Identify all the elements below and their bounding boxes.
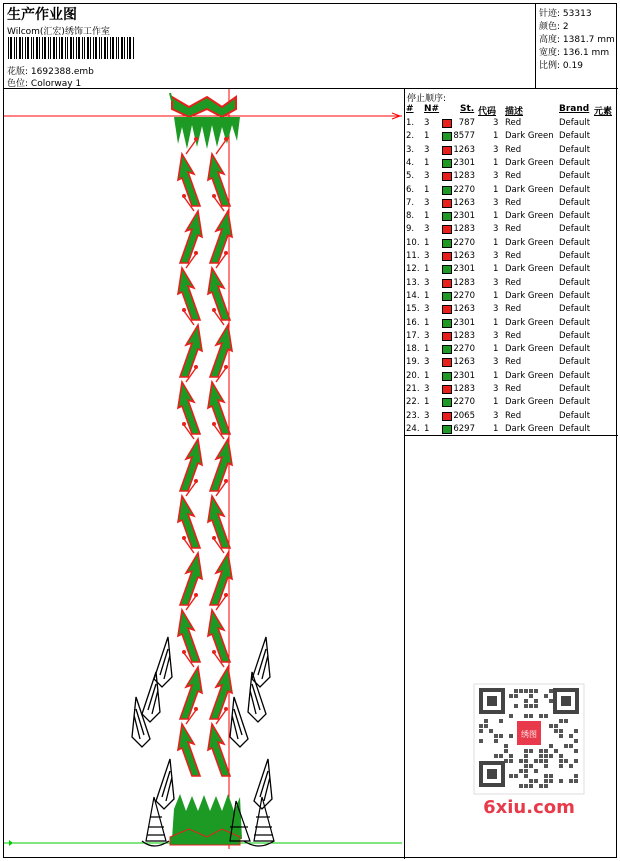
row-index: 8. <box>406 211 415 222</box>
row-description: Dark Green <box>505 211 554 222</box>
thread-color-swatch <box>442 398 452 407</box>
row-code: 3 <box>493 118 499 128</box>
row-code: 1 <box>493 157 499 168</box>
row-description: Red <box>505 224 522 235</box>
stat-scale <box>539 58 583 71</box>
bottom-guide-marker <box>9 840 13 846</box>
row-stitches: 1263 <box>453 197 475 208</box>
row-needle: 1 <box>424 184 430 195</box>
row-stitches: 6297 <box>453 423 475 434</box>
row-stitches: 2065 <box>453 410 475 421</box>
row-index: 18. <box>406 344 420 355</box>
row-brand: Default <box>559 237 591 248</box>
row-needle: 1 <box>424 157 430 168</box>
stat-value: 0.19 <box>562 61 583 71</box>
row-brand: Default <box>559 171 591 182</box>
colorway-label: 色位: <box>7 79 29 89</box>
row-code: 3 <box>493 144 499 155</box>
row-description: Red <box>505 410 522 421</box>
thread-color-swatch <box>442 372 452 381</box>
thread-color-swatch <box>442 159 452 168</box>
row-stitches: 2270 <box>453 184 475 195</box>
thread-color-swatch <box>442 239 452 248</box>
production-sheet <box>3 3 617 858</box>
thread-color-swatch <box>442 212 452 221</box>
col-header-brand: Brand <box>559 104 590 114</box>
row-index: 21. <box>406 384 420 394</box>
row-brand: Default <box>559 397 591 408</box>
thread-color-swatch <box>442 252 452 261</box>
table-row <box>405 291 618 304</box>
thread-color-swatch <box>442 412 452 421</box>
stat-value: 1381.7 mm <box>562 35 615 45</box>
barcode <box>8 37 136 59</box>
row-index: 5. <box>406 171 415 182</box>
row-index: 16. <box>406 317 420 328</box>
side-spike-motifs <box>132 637 272 809</box>
row-description: Red <box>505 197 522 208</box>
row-needle: 3 <box>424 410 430 421</box>
table-row <box>405 145 618 158</box>
row-brand: Default <box>559 264 591 275</box>
watermark-site: 6xiu.com <box>483 797 575 818</box>
thread-color-swatch <box>442 225 452 234</box>
row-index: 23. <box>406 410 420 421</box>
row-brand: Default <box>559 370 591 381</box>
row-needle: 1 <box>424 397 430 408</box>
row-needle: 3 <box>424 330 430 341</box>
design-stats-panel <box>536 4 618 89</box>
row-needle: 3 <box>424 251 430 261</box>
row-index: 24. <box>406 423 420 434</box>
row-needle: 3 <box>424 304 430 315</box>
thread-color-swatch <box>442 265 452 274</box>
row-brand: Default <box>559 410 591 421</box>
col-header-stitches: St. <box>460 104 475 114</box>
row-index: 1. <box>406 118 415 128</box>
row-needle: 3 <box>424 118 430 128</box>
row-description: Red <box>505 384 522 394</box>
row-brand: Default <box>559 330 591 341</box>
table-row <box>405 211 618 224</box>
stat-value: 2 <box>562 22 569 32</box>
row-index: 22. <box>406 397 420 408</box>
design-filename: 1692388.emb <box>30 67 94 77</box>
row-brand: Default <box>559 357 591 368</box>
row-code: 1 <box>493 317 499 328</box>
row-index: 2. <box>406 131 415 142</box>
row-brand: Default <box>559 423 591 434</box>
row-stitches: 2301 <box>453 264 475 275</box>
stat-value: 53313 <box>562 9 592 19</box>
row-brand: Default <box>559 144 591 155</box>
row-index: 6. <box>406 184 415 195</box>
row-brand: Default <box>559 211 591 222</box>
col-header-index: # <box>406 104 414 114</box>
row-description: Red <box>505 304 522 315</box>
stat-label: 高度: <box>539 35 561 45</box>
row-stitches: 2270 <box>453 397 475 408</box>
row-needle: 3 <box>424 357 430 368</box>
row-stitches: 2270 <box>453 237 475 248</box>
row-needle: 1 <box>424 344 430 355</box>
stat-label: 颜色: <box>539 22 561 32</box>
row-description: Dark Green <box>505 237 554 248</box>
row-description: Dark Green <box>505 184 554 195</box>
row-code: 3 <box>493 304 499 315</box>
row-index: 13. <box>406 277 420 288</box>
row-needle: 3 <box>424 171 430 182</box>
row-code: 3 <box>493 277 499 288</box>
row-code: 1 <box>493 131 499 142</box>
table-row <box>405 118 618 131</box>
table-row <box>405 185 618 198</box>
row-needle: 1 <box>424 237 430 248</box>
row-stitches: 1283 <box>453 224 475 235</box>
row-description: Red <box>505 118 522 128</box>
row-stitches: 2301 <box>453 157 475 168</box>
row-code: 3 <box>493 410 499 421</box>
row-brand: Default <box>559 384 591 394</box>
col-header-needle: N# <box>424 104 440 114</box>
row-description: Red <box>505 171 522 182</box>
row-index: 12. <box>406 264 420 275</box>
stat-colors <box>539 19 569 32</box>
row-brand: Default <box>559 317 591 328</box>
stat-value: 136.1 mm <box>562 48 610 58</box>
thread-color-swatch <box>442 279 452 288</box>
row-description: Red <box>505 277 522 288</box>
row-needle: 3 <box>424 384 430 394</box>
row-code: 3 <box>493 197 499 208</box>
row-description: Red <box>505 144 522 155</box>
table-row <box>405 397 618 410</box>
row-stitches: 1283 <box>453 171 475 182</box>
row-code: 1 <box>493 184 499 195</box>
row-stitches: 1263 <box>453 251 475 261</box>
thread-color-swatch <box>442 186 452 195</box>
stat-label: 针迹: <box>539 9 561 19</box>
row-stitches: 2301 <box>453 370 475 381</box>
row-index: 10. <box>406 237 420 248</box>
row-stitches: 1283 <box>453 384 475 394</box>
row-brand: Default <box>559 184 591 195</box>
company-name: Wilcom(汇宏)绣饰工作室 <box>7 27 110 37</box>
row-code: 1 <box>493 237 499 248</box>
table-row <box>405 224 618 237</box>
row-index: 3. <box>406 144 415 155</box>
row-needle: 3 <box>424 197 430 208</box>
row-description: Dark Green <box>505 264 554 275</box>
row-index: 14. <box>406 290 420 301</box>
thread-color-swatch <box>442 345 452 354</box>
table-row <box>405 171 618 184</box>
stat-label: 宽度: <box>539 48 561 58</box>
qr-logo-text: 绣图 <box>521 730 537 739</box>
col-header-element: 元素 <box>594 107 613 117</box>
page-title: 生产作业图 <box>7 7 77 23</box>
table-row <box>405 131 618 144</box>
row-index: 20. <box>406 370 420 381</box>
design-preview-canvas <box>4 89 405 859</box>
row-needle: 3 <box>424 144 430 155</box>
row-code: 3 <box>493 330 499 341</box>
table-row <box>405 251 618 264</box>
table-row <box>405 304 618 317</box>
row-stitches: 1283 <box>453 277 475 288</box>
row-brand: Default <box>559 290 591 301</box>
row-code: 1 <box>493 290 499 301</box>
arrow-motif-column <box>178 137 232 776</box>
thread-color-swatch <box>442 425 452 434</box>
row-brand: Default <box>559 344 591 355</box>
table-row <box>405 158 618 171</box>
row-brand: Default <box>559 304 591 315</box>
row-brand: Default <box>559 118 591 128</box>
row-description: Red <box>505 251 522 261</box>
table-row <box>405 371 618 384</box>
row-brand: Default <box>559 157 591 168</box>
thread-color-swatch <box>442 305 452 314</box>
table-row <box>405 264 618 277</box>
stat-label: 比例: <box>539 61 561 71</box>
row-needle: 1 <box>424 317 430 328</box>
table-row <box>405 411 618 424</box>
row-stitches: 2301 <box>453 317 475 328</box>
row-index: 11. <box>406 251 420 261</box>
thread-color-swatch <box>442 199 452 208</box>
row-brand: Default <box>559 197 591 208</box>
row-description: Red <box>505 330 522 341</box>
row-index: 15. <box>406 304 420 315</box>
stat-stitches <box>539 6 592 19</box>
row-code: 3 <box>493 251 499 261</box>
table-row <box>405 278 618 291</box>
row-stitches: 1263 <box>453 144 475 155</box>
row-brand: Default <box>559 131 591 142</box>
row-needle: 3 <box>424 224 430 235</box>
table-row <box>405 198 618 211</box>
thread-color-swatch <box>442 292 452 301</box>
table-row <box>405 238 618 251</box>
row-code: 1 <box>493 423 499 434</box>
table-row <box>405 318 618 331</box>
row-code: 1 <box>493 344 499 355</box>
row-description: Dark Green <box>505 423 554 434</box>
row-description: Dark Green <box>505 344 554 355</box>
row-description: Dark Green <box>505 370 554 381</box>
thread-color-swatch <box>442 332 452 341</box>
table-row <box>405 384 618 397</box>
row-stitches: 2301 <box>453 211 475 222</box>
thread-color-swatch <box>442 132 452 141</box>
row-stitches: 8577 <box>453 131 475 142</box>
row-brand: Default <box>559 251 591 261</box>
stat-width <box>539 45 609 58</box>
table-row <box>405 331 618 344</box>
embroidery-design <box>4 89 405 859</box>
thread-color-swatch <box>442 146 452 155</box>
colorway-line <box>7 76 81 89</box>
row-code: 3 <box>493 357 499 368</box>
row-code: 1 <box>493 264 499 275</box>
row-index: 19. <box>406 357 420 368</box>
thread-color-swatch <box>442 172 452 181</box>
row-needle: 3 <box>424 277 430 288</box>
row-needle: 1 <box>424 370 430 381</box>
row-needle: 1 <box>424 211 430 222</box>
row-needle: 1 <box>424 290 430 301</box>
table-row <box>405 357 618 370</box>
row-needle: 1 <box>424 423 430 434</box>
row-description: Dark Green <box>505 317 554 328</box>
thread-color-swatch <box>442 358 452 367</box>
row-brand: Default <box>559 277 591 288</box>
sequence-title: 停止顺序: <box>407 94 447 104</box>
row-index: 9. <box>406 224 415 235</box>
header-info-panel <box>4 4 536 89</box>
row-description: Red <box>505 357 522 368</box>
stat-height <box>539 32 615 45</box>
row-stitches: 1263 <box>453 304 475 315</box>
row-needle: 1 <box>424 264 430 275</box>
row-brand: Default <box>559 224 591 235</box>
row-index: 4. <box>406 157 415 168</box>
table-row <box>405 344 618 357</box>
row-description: Dark Green <box>505 131 554 142</box>
row-index: 7. <box>406 197 415 208</box>
row-stitches: 1263 <box>453 357 475 368</box>
row-description: Dark Green <box>505 397 554 408</box>
row-code: 1 <box>493 370 499 381</box>
colorway-value: Colorway 1 <box>30 79 82 89</box>
row-needle: 1 <box>424 131 430 142</box>
row-index: 17. <box>406 330 420 341</box>
row-stitches: 2270 <box>453 344 475 355</box>
row-stitches: 2270 <box>453 290 475 301</box>
thread-color-swatch <box>442 119 452 128</box>
row-code: 3 <box>493 224 499 235</box>
row-code: 3 <box>493 171 499 182</box>
row-code: 1 <box>493 397 499 408</box>
stop-sequence-panel <box>405 89 618 436</box>
col-header-code: 代码 <box>478 107 497 117</box>
row-description: Dark Green <box>505 157 554 168</box>
row-stitches: 787 <box>458 118 475 128</box>
row-stitches: 1283 <box>453 330 475 341</box>
col-header-description: 描述 <box>505 107 524 117</box>
row-code: 3 <box>493 384 499 394</box>
design-label: 花版: <box>7 67 29 77</box>
row-description: Dark Green <box>505 290 554 301</box>
thread-color-swatch <box>442 385 452 394</box>
qr-watermark <box>469 681 589 821</box>
qr-code <box>469 681 589 821</box>
row-code: 1 <box>493 211 499 222</box>
table-row <box>405 424 618 437</box>
thread-color-swatch <box>442 319 452 328</box>
